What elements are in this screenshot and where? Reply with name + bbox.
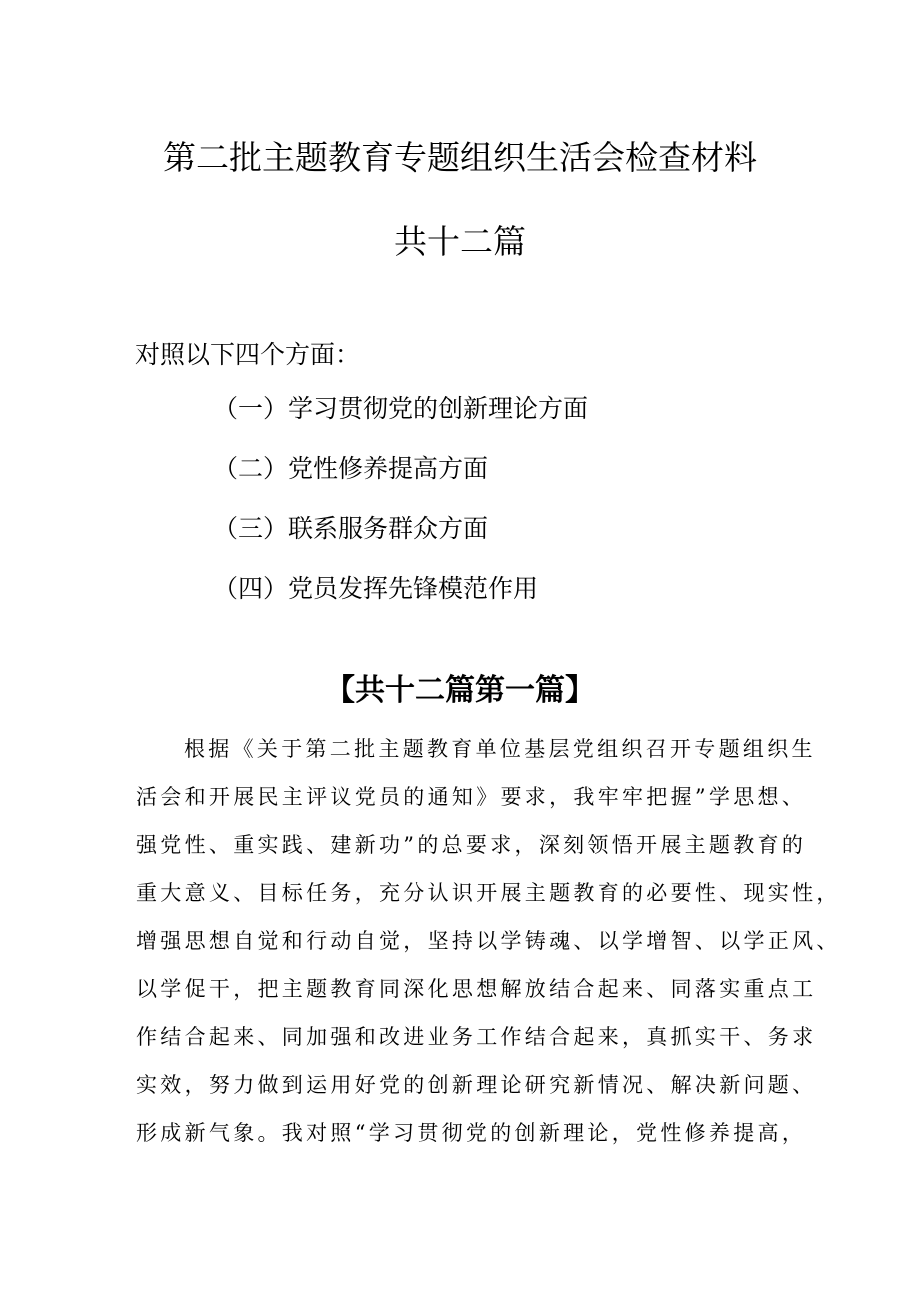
aspect-item: （二）党性修养提高方面 <box>213 454 489 483</box>
section-heading: 【共十二篇第一篇】 <box>325 673 595 708</box>
document-title: 第二批主题教育专题组织生活会检查材料 <box>163 138 757 177</box>
aspect-item: （一）学习贯彻党的创新理论方面 <box>213 394 589 423</box>
document-subtitle: 共十二篇 <box>394 222 526 261</box>
paragraph-line: 活会和开展民主评议党员的通知》要求，我牢牢把握”学思想、 <box>136 785 807 809</box>
intro-text: 对照以下四个方面： <box>135 340 361 369</box>
aspect-item: （四）党员发挥先锋模范作用 <box>213 574 539 603</box>
paragraph-line: 实效，努力做到运用好党的创新理论研究新情况、解决新问题、 <box>136 1073 817 1097</box>
body-paragraph <box>136 729 841 1161</box>
paragraph-line: 强党性、重实践、建新功”的总要求，深刻领悟开展主题教育的 <box>136 833 807 857</box>
paragraph-line: 根据《关于第二批主题教育单位基层党组织召开专题组织生 <box>184 737 816 761</box>
paragraph-line: 以学促干，把主题教育同深化思想解放结合起来、同落实重点工 <box>136 977 817 1001</box>
paragraph-line: 重大意义、目标任务，充分认识开展主题教育的必要性、现实性， <box>136 881 841 905</box>
paragraph-line: 形成新气象。我对照“学习贯彻党的创新理论，党性修养提高， <box>136 1121 807 1145</box>
paragraph-line: 作结合起来、同加强和改进业务工作结合起来，真抓实干、务求 <box>136 1025 817 1049</box>
aspect-item: （三）联系服务群众方面 <box>213 514 489 543</box>
aspect-list <box>213 392 588 632</box>
paragraph-line: 增强思想自觉和行动自觉，坚持以学铸魂、以学增智、以学正风、 <box>136 929 841 953</box>
